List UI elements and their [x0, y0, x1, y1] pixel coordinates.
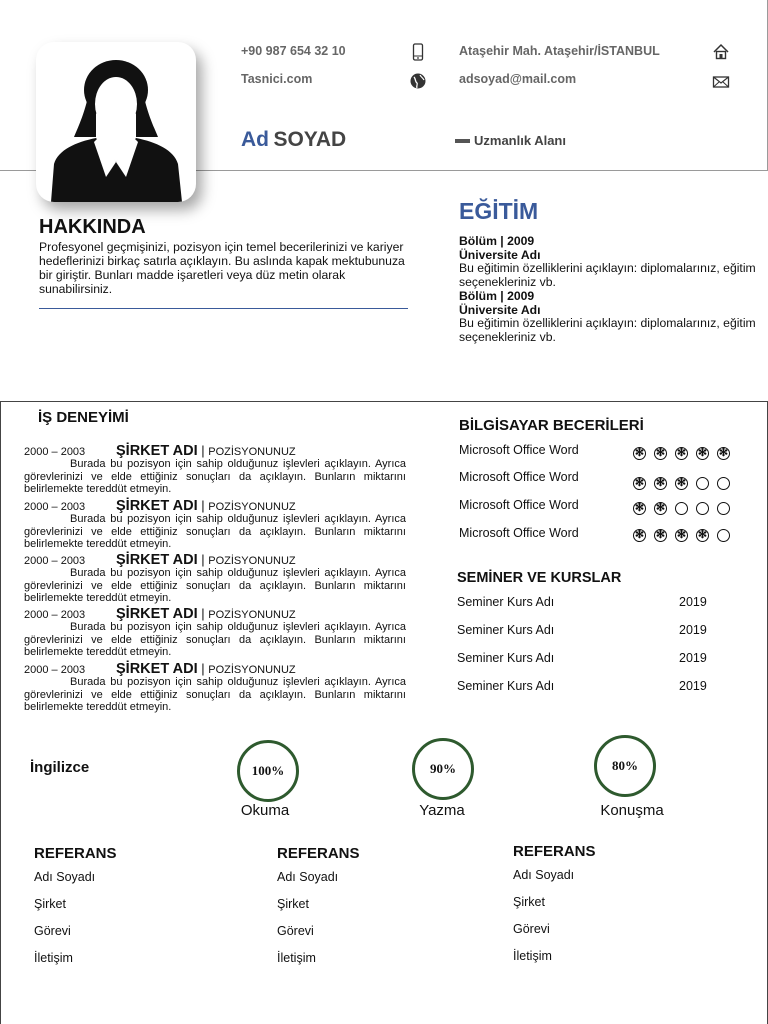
- okuma-percent-circle: [237, 740, 299, 802]
- skill-label: Microsoft Office Word: [459, 443, 579, 457]
- rating-dot-filled: [654, 477, 667, 490]
- education-dept-year: Bölüm | 2009: [459, 234, 535, 248]
- rating-dot-filled: [717, 447, 730, 460]
- job-company: ŞİRKET ADI: [116, 552, 198, 568]
- job-position: POZİSYONUNUZ: [208, 664, 296, 676]
- job-company: ŞİRKET ADI: [116, 606, 198, 622]
- education-entry: [459, 235, 759, 289]
- language-skill-label: Okuma: [240, 802, 290, 819]
- seminar-year: 2019: [679, 679, 707, 693]
- job-years: 2000 – 2003: [24, 664, 86, 676]
- job-entry: [24, 608, 406, 658]
- skill-rating: [633, 529, 730, 542]
- job-entry: [24, 663, 406, 713]
- seminar-year: 2019: [679, 595, 707, 609]
- reference-title: REFERANS: [277, 845, 360, 862]
- job-desc: Burada bu pozisyon için sahip olduğunuz işlevleri açıklayın. Ayrıca görevlerinizi ve elde ettiğiniz sonuçları da açıklayın. Bunların miktarını belirlemekte tereddüt etmeyin.: [24, 513, 406, 550]
- language-skill-label: Yazma: [419, 802, 465, 819]
- percent-value: 80%: [612, 758, 638, 773]
- seminar-name: Seminer Kurs Adı: [457, 679, 555, 693]
- education-entry: [459, 290, 759, 344]
- language-title: İngilizce: [30, 759, 90, 776]
- phone-icon: [408, 42, 428, 62]
- job-position: POZİSYONUNUZ: [208, 555, 296, 567]
- job-entry: [24, 500, 406, 550]
- konusma-percent-circle: [594, 735, 656, 797]
- skill-label: Microsoft Office Word: [459, 526, 579, 540]
- rating-dot-filled: [633, 447, 646, 460]
- reference-company: Şirket: [277, 897, 309, 911]
- job-desc: Burada bu pozisyon için sahip olduğunuz işlevleri açıklayın. Ayrıca görevlerinizi ve elde ettiğiniz sonuçları da açıklayın. Bunların miktarını belirlemekte tereddüt etmeyin.: [24, 676, 406, 713]
- expertise-label: Uzmanlık Alanı: [474, 133, 566, 148]
- rating-dot-empty: [696, 502, 709, 515]
- job-desc: Burada bu pozisyon için sahip olduğunuz işlevleri açıklayın. Ayrıca görevlerinizi ve elde ettiğiniz sonuçları da açıklayın. Bunların miktarını belirlemekte tereddüt etmeyin.: [24, 567, 406, 604]
- seminars-title: SEMİNER VE KURSLAR: [457, 570, 622, 586]
- home-icon: [711, 42, 731, 62]
- rating-dot-filled: [654, 447, 667, 460]
- yazma-percent-circle: [412, 738, 474, 800]
- rating-dot-filled: [696, 529, 709, 542]
- rating-dot-empty: [675, 502, 688, 515]
- job-years: 2000 – 2003: [24, 609, 86, 621]
- job-company: ŞİRKET ADI: [116, 498, 198, 514]
- globe-icon: [408, 71, 428, 91]
- rating-dot-filled: [675, 529, 688, 542]
- language-skill-label: Konuşma: [600, 802, 664, 819]
- reference-contact: İletişim: [34, 951, 73, 965]
- computer-skills-title: BİLGİSAYAR BECERİLERİ: [459, 417, 644, 434]
- reference-company: Şirket: [34, 897, 66, 911]
- rating-dot-filled: [675, 447, 688, 460]
- email-address[interactable]: adsoyad@mail.com: [459, 72, 577, 86]
- reference-contact: İletişim: [513, 949, 552, 963]
- education-title: EĞİTİM: [459, 198, 539, 224]
- reference-name: Adı Soyadı: [513, 868, 575, 882]
- education-desc: Bu eğitimin özelliklerini açıklayın: diplomalarınız, eğitim seçenekleriniz vb.: [459, 261, 756, 289]
- education-school: Üniversite Adı: [459, 302, 541, 317]
- about-title: HAKKINDA: [39, 216, 146, 238]
- reference-name: Adı Soyadı: [277, 870, 339, 884]
- rating-dot-filled: [675, 477, 688, 490]
- skill-rating: [633, 447, 730, 460]
- address: Ataşehir Mah. Ataşehir/İSTANBUL: [459, 44, 660, 58]
- seminar-name: Seminer Kurs Adı: [457, 651, 555, 665]
- rating-dot-filled: [654, 502, 667, 515]
- job-separator: |: [197, 498, 209, 513]
- seminar-year: 2019: [679, 623, 707, 637]
- reference-block: [34, 845, 117, 965]
- first-name: Ad: [241, 128, 269, 151]
- reference-role: Görevi: [277, 924, 314, 938]
- seminar-name: Seminer Kurs Adı: [457, 595, 555, 609]
- rating-dot-filled: [633, 477, 646, 490]
- rating-dot-filled: [633, 529, 646, 542]
- skill-rating: [633, 477, 730, 490]
- education-desc: Bu eğitimin özelliklerini açıklayın: diplomalarınız, eğitim seçenekleriniz vb.: [459, 316, 756, 344]
- skill-label: Microsoft Office Word: [459, 498, 579, 512]
- job-company: ŞİRKET ADI: [116, 661, 198, 677]
- reference-title: REFERANS: [34, 845, 117, 862]
- reference-title: REFERANS: [513, 843, 596, 860]
- job-years: 2000 – 2003: [24, 555, 86, 567]
- mail-icon: [711, 72, 731, 92]
- about-text: Profesyonel geçmişinizi, pozisyon için temel becerilerinizi ve kariyer hedeflerinizi birkaç satırla açıklayın. Bu aslında kapak mektubunuza bir giriştir. Bunları madde işaretleri veya düz metin olarak sunabilirsiniz.: [39, 240, 405, 296]
- job-position: POZİSYONUNUZ: [208, 446, 296, 458]
- job-desc: Burada bu pozisyon için sahip olduğunuz işlevleri açıklayın. Ayrıca görevlerinizi ve elde ettiğiniz sonuçları da açıklayın. Bunların miktarını belirlemekte tereddüt etmeyin.: [24, 458, 406, 495]
- job-desc: Burada bu pozisyon için sahip olduğunuz işlevleri açıklayın. Ayrıca görevlerinizi ve elde ettiğiniz sonuçları da açıklayın. Bunların miktarını belirlemekte tereddüt etmeyin.: [24, 621, 406, 658]
- rating-dot-empty: [717, 477, 730, 490]
- job-years: 2000 – 2003: [24, 446, 86, 458]
- person-silhouette-icon: [36, 42, 196, 202]
- skill-label: Microsoft Office Word: [459, 470, 579, 484]
- rating-dot-filled: [654, 529, 667, 542]
- job-company: ŞİRKET ADI: [116, 443, 198, 459]
- job-entry: [24, 554, 406, 604]
- rating-dot-empty: [717, 502, 730, 515]
- skill-rating: [633, 502, 730, 515]
- divider: [39, 308, 408, 309]
- reference-role: Görevi: [34, 924, 71, 938]
- job-years: 2000 – 2003: [24, 501, 86, 513]
- reference-name: Adı Soyadı: [34, 870, 96, 884]
- full-name: [241, 128, 346, 152]
- rating-dot-empty: [696, 477, 709, 490]
- rating-dot-filled: [633, 502, 646, 515]
- experience-title: İŞ DENEYİMİ: [38, 409, 129, 426]
- last-name: SOYAD: [273, 128, 347, 151]
- job-separator: |: [197, 552, 209, 567]
- job-separator: |: [197, 661, 209, 676]
- percent-value: 90%: [430, 761, 456, 776]
- job-position: POZİSYONUNUZ: [208, 609, 296, 621]
- job-entry: [24, 445, 406, 495]
- phone-number: +90 987 654 32 10: [241, 44, 346, 58]
- rating-dot-filled: [696, 447, 709, 460]
- job-position: POZİSYONUNUZ: [208, 501, 296, 513]
- reference-block: [513, 843, 596, 963]
- job-separator: |: [197, 606, 209, 621]
- expertise-dash: [455, 139, 470, 143]
- seminar-name: Seminer Kurs Adı: [457, 623, 555, 637]
- profile-photo: [36, 42, 196, 202]
- website[interactable]: Tasnici.com: [241, 72, 313, 86]
- job-separator: |: [197, 443, 209, 458]
- education-dept-year: Bölüm | 2009: [459, 289, 535, 303]
- education-school: Üniversite Adı: [459, 247, 541, 262]
- reference-block: [277, 845, 360, 965]
- rating-dot-empty: [717, 529, 730, 542]
- percent-value: 100%: [251, 763, 285, 778]
- reference-role: Görevi: [513, 922, 550, 936]
- seminar-year: 2019: [679, 651, 707, 665]
- reference-company: Şirket: [513, 895, 545, 909]
- reference-contact: İletişim: [277, 951, 316, 965]
